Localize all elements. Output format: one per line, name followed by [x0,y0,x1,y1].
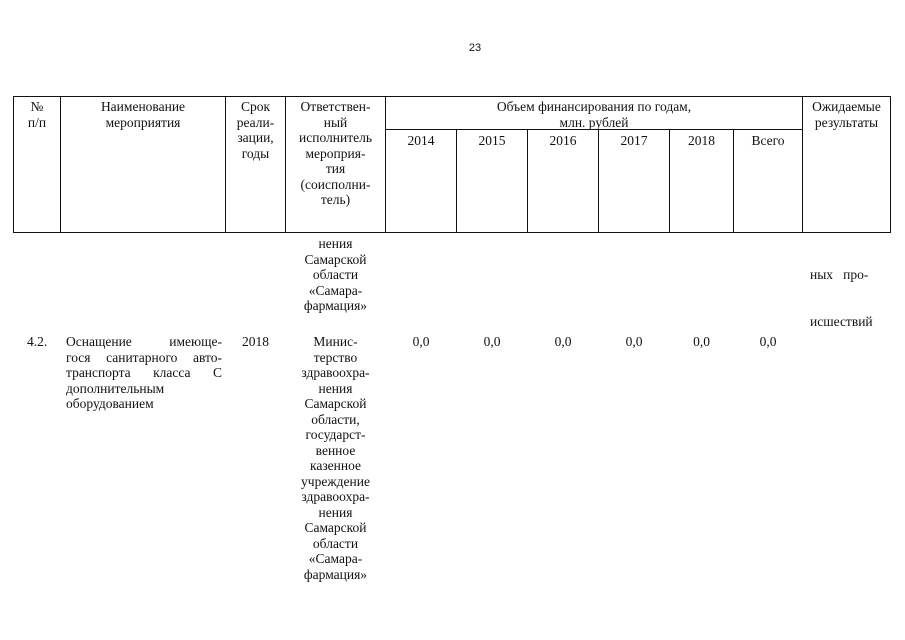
row-4-2-name: Оснащение имеюще- гося санитарного авто- транспорта класса С дополнительным оборудованием [66,334,222,411]
row-4-2-value-2018: 0,0 [693,334,710,349]
table-top-border [13,96,891,97]
header-executor: Ответствен- ный исполнитель мероприя- тия (соисполни- тель) [299,99,372,207]
header-year-2016: 2016 [549,133,577,148]
continuation-results: ных про- исшествий [810,267,873,329]
header-funding-title: Объем финансирования по годам, млн. рублей [496,99,692,130]
continuation-executor: нения Самарской области «Самара- фармация» [303,236,368,313]
row-4-2-value-total: 0,0 [759,334,777,349]
row-4-2-value-2014: 0,0 [412,334,430,349]
header-name: Наименование мероприятия [100,99,186,130]
row-4-2-value-2015: 0,0 [483,334,501,349]
header-results: Ожидаемые результаты [812,99,881,130]
row-4-2-term: 2018 [242,334,269,349]
header-total: Всего [751,133,785,148]
header-year-2014: 2014 [407,133,435,148]
col-border [890,96,891,233]
header-year-2015: 2015 [478,133,506,148]
row-4-2-value-2017: 0,0 [625,334,643,349]
row-4-2-executor: Минис- терство здравоохра- нения Самарской области, государст- венное казенное учреждение здравоохра- нения Самарской области «Самара- фармация» [301,334,370,582]
header-year-2018: 2018 [688,133,715,148]
row-4-2-num: 4.2. [27,334,48,349]
row-4-2-value-2016: 0,0 [554,334,572,349]
page-number: 23 [468,42,482,54]
header-year-2017: 2017 [620,133,648,148]
header-num: № п/п [27,99,47,130]
header-bottom-border [13,232,891,233]
header-term: Срок реали- зации, годы [236,99,275,161]
